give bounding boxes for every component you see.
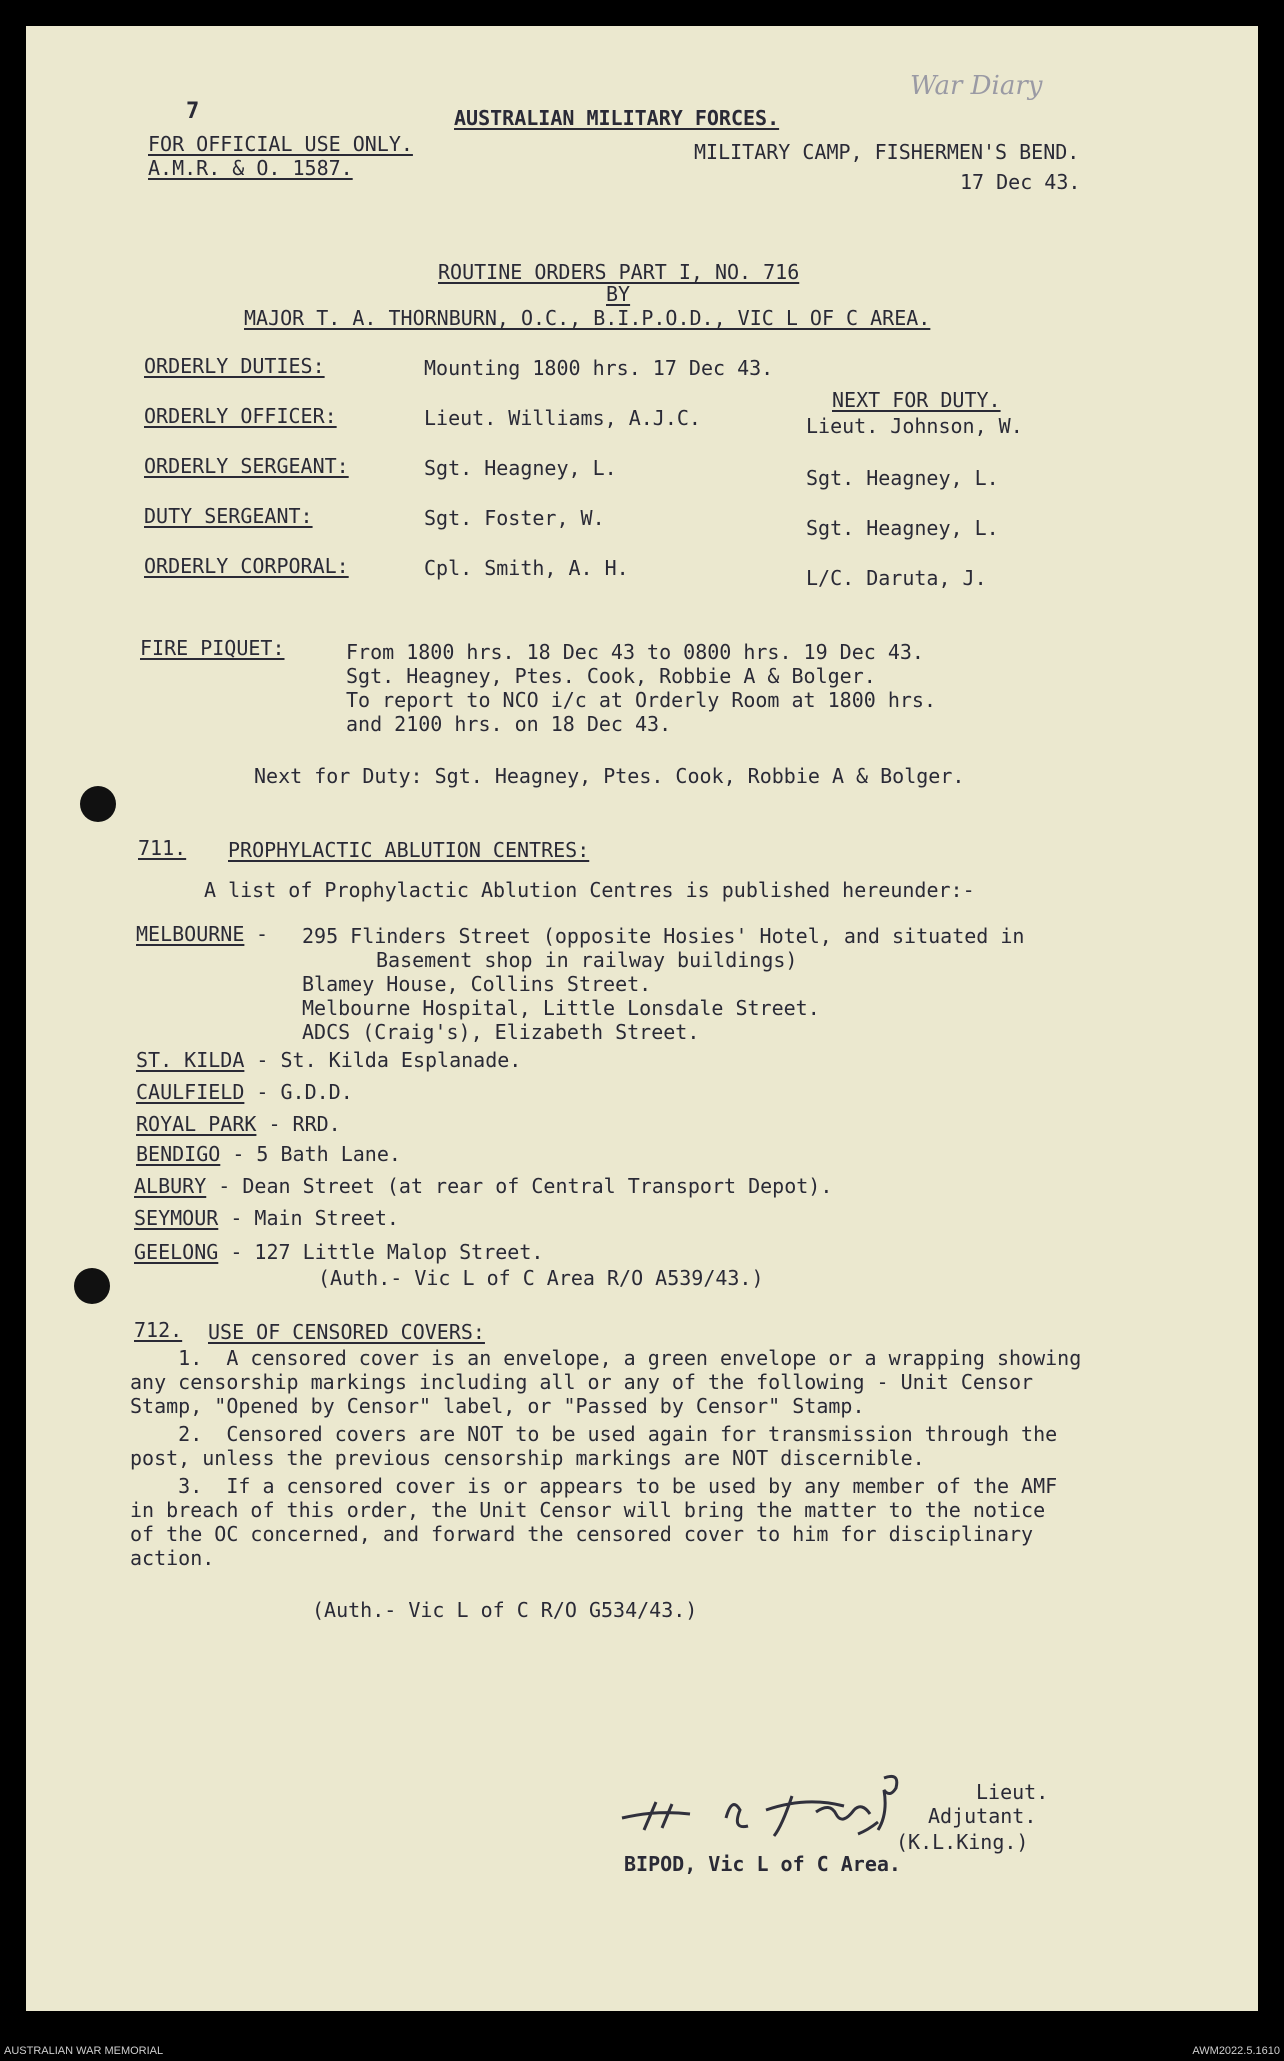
reference-label: A.M.R. & O. 1587. (148, 156, 353, 180)
place-text: St. Kilda Esplanade. (280, 1048, 522, 1072)
org-heading: AUSTRALIAN MILITARY FORCES. (454, 106, 780, 130)
place-row: ALBURY - Dean Street (at rear of Central Transport Depot). (134, 1174, 833, 1198)
order-712-line: 3. If a censored cover is or appears to be used by any member of the AMF (130, 1474, 1058, 1498)
duty-next: Lieut. Johnson, W. (806, 414, 1023, 438)
duty-label: ORDERLY SERGEANT: (144, 454, 349, 478)
place-label: ALBURY (134, 1174, 207, 1198)
place-row: ST. KILDA - St. Kilda Esplanade. (136, 1048, 522, 1072)
dash: - (256, 922, 269, 946)
duty-current: Cpl. Smith, A. H. (424, 556, 629, 580)
place-label: BENDIGO (136, 1142, 221, 1166)
footer-right: AWM2022.5.1610 (1192, 2045, 1280, 2057)
duty-next: Sgt. Heagney, L. (806, 516, 999, 540)
place-row: GEELONG - 127 Little Malop Street. (134, 1240, 544, 1264)
place-label: GEELONG (134, 1240, 219, 1264)
punch-hole (74, 1268, 110, 1304)
restriction-label: FOR OFFICIAL USE ONLY. (148, 132, 413, 156)
order-711-number: 711. (138, 836, 187, 860)
order-712-title: USE OF CENSORED COVERS: (208, 1320, 485, 1344)
place-label-melbourne: MELBOURNE (136, 922, 245, 946)
location-label: MILITARY CAMP, FISHERMEN'S BEND. (694, 140, 1080, 164)
place-label: CAULFIELD (136, 1080, 245, 1104)
place-text: RRD. (292, 1112, 341, 1136)
fire-piquet-next: Next for Duty: Sgt. Heagney, Ptes. Cook, Robbie A & Bolger. (254, 764, 965, 788)
page-mark: 7 (186, 99, 200, 124)
signature-rank: Lieut. (976, 1780, 1049, 1804)
order-712-line: 2. Censored covers are NOT to be used again for transmission through the (130, 1422, 1058, 1446)
order-712-line: of the OC concerned, and forward the censored cover to him for disciplinary (130, 1522, 1034, 1546)
document-page (26, 26, 1258, 2011)
signature-unit: BIPOD, Vic L of C Area. (624, 1852, 901, 1876)
signature-name: (K.L.King.) (896, 1830, 1029, 1854)
duty-current: Sgt. Heagney, L. (424, 456, 617, 480)
melbourne-line: Blamey House, Collins Street. (302, 972, 652, 996)
melbourne-line: 295 Flinders Street (opposite Hosies' Hotel, and situated in (302, 924, 1025, 948)
title-by: BY (606, 282, 631, 306)
place-label: ROYAL PARK (136, 1112, 257, 1136)
footer-left: AUSTRALIAN WAR MEMORIAL (4, 2045, 164, 2057)
place-text: 5 Bath Lane. (256, 1142, 401, 1166)
routine-orders-title: ROUTINE ORDERS PART I, NO. 716 (438, 260, 800, 284)
war-diary-annotation: War Diary (910, 71, 1043, 101)
place-row: SEYMOUR - Main Street. (134, 1206, 399, 1230)
next-for-duty-heading: NEXT FOR DUTY. (832, 388, 1001, 412)
place-row: CAULFIELD - G.D.D. (136, 1080, 353, 1104)
fire-piquet-line: From 1800 hrs. 18 Dec 43 to 0800 hrs. 19 Dec 43. (346, 640, 924, 664)
order-712-number: 712. (134, 1318, 183, 1342)
fire-piquet-line: To report to NCO i/c at Orderly Room at 1800 hrs. (346, 688, 937, 712)
duty-label: DUTY SERGEANT: (144, 504, 313, 528)
order-712-line: action. (130, 1546, 215, 1570)
melbourne-line: Melbourne Hospital, Little Lonsdale Street. (302, 996, 820, 1020)
duty-next: L/C. Daruta, J. (806, 566, 987, 590)
order-711-intro: A list of Prophylactic Ablution Centres is published hereunder:- (204, 878, 975, 902)
order-711-title: PROPHYLACTIC ABLUTION CENTRES: (228, 838, 590, 862)
place-text: G.D.D. (280, 1080, 353, 1104)
place-text: Dean Street (at rear of Central Transport Depot). (242, 1174, 833, 1198)
place-label: SEYMOUR (134, 1206, 219, 1230)
order-711-auth: (Auth.- Vic L of C Area R/O A539/43.) (318, 1266, 764, 1290)
duty-label: ORDERLY CORPORAL: (144, 554, 349, 578)
place-text: 127 Little Malop Street. (254, 1240, 544, 1264)
melbourne-line: ADCS (Craig's), Elizabeth Street. (302, 1020, 700, 1044)
order-712-line: any censorship markings including all or any of the following - Unit Censor (130, 1370, 1034, 1394)
duty-current: Lieut. Williams, A.J.C. (424, 406, 701, 430)
order-712-line: in breach of this order, the Unit Censor will bring the matter to the notice (130, 1498, 1046, 1522)
order-712-line: post, unless the previous censorship markings are NOT discernible. (130, 1446, 925, 1470)
order-712-line: Stamp, "Opened by Censor" label, or "Passed by Censor" Stamp. (130, 1394, 865, 1418)
fire-piquet-line: Sgt. Heagney, Ptes. Cook, Robbie A & Bolger. (346, 664, 876, 688)
signature-role: Adjutant. (928, 1804, 1037, 1828)
punch-hole (80, 786, 116, 822)
duty-current: Sgt. Foster, W. (424, 506, 605, 530)
order-712-auth: (Auth.- Vic L of C R/O G534/43.) (312, 1598, 698, 1622)
place-row: ROYAL PARK - RRD. (136, 1112, 341, 1136)
duty-label: ORDERLY OFFICER: (144, 404, 337, 428)
melbourne-line: Basement shop in railway buildings) (376, 948, 798, 972)
place-label: ST. KILDA (136, 1048, 245, 1072)
title-issuer: MAJOR T. A. THORNBURN, O.C., B.I.P.O.D., VIC L OF C AREA. (244, 306, 931, 330)
order-712-line: 1. A censored cover is an envelope, a green envelope or a wrapping showing (130, 1346, 1082, 1370)
duty-label: ORDERLY DUTIES: (144, 354, 325, 378)
duty-current: Mounting 1800 hrs. 17 Dec 43. (424, 356, 774, 380)
fire-piquet-line: and 2100 hrs. on 18 Dec 43. (346, 712, 672, 736)
fire-piquet-label: FIRE PIQUET: (140, 636, 285, 660)
date-label: 17 Dec 43. (960, 170, 1081, 194)
duty-next: Sgt. Heagney, L. (806, 466, 999, 490)
place-row: BENDIGO - 5 Bath Lane. (136, 1142, 401, 1166)
place-text: Main Street. (254, 1206, 399, 1230)
